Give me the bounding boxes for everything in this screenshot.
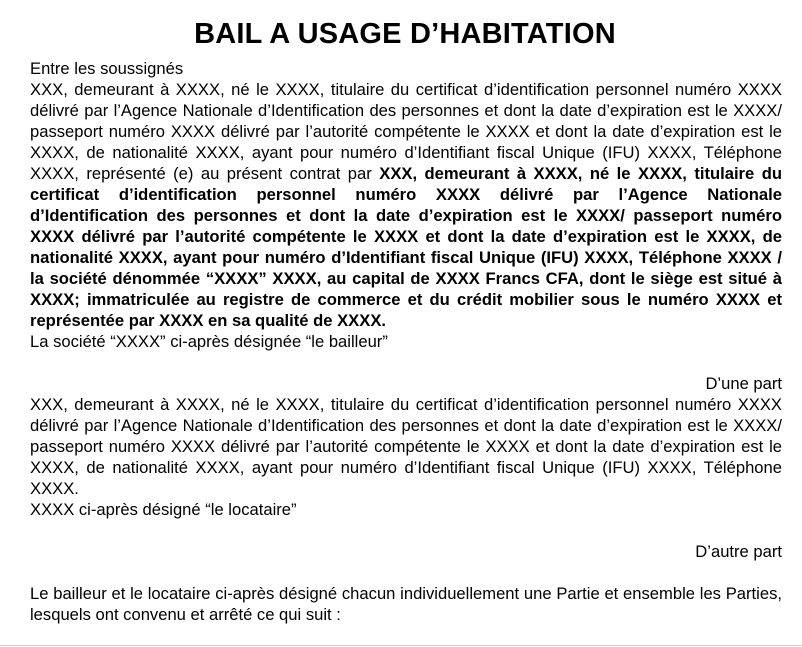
blank-line: [30, 352, 782, 373]
bailleur-representative: XXX, demeurant à XXXX, né le XXXX, titulaire du certificat d’identification personnel numéro XXXX délivré par l’Agence Nationale d’Identification des personnes et dont la date d’expiration est le XXXX/ passeport numéro XXXX délivré par l’autorité compétente le XXXX et dont la date d’expiration est le XXXX, de nationalité XXXX, ayant pour numéro d’Identifiant fiscal Unique (IFU) XXXX, Téléphone XXXX / la société dénommée “XXXX” XXXX, au capital de XXXX Francs CFA, dont le siège est situé à XXXX; immatriculée au registre de commerce et du crédit mobilier sous le numéro XXXX et représentée par XXXX en sa qualité de XXXX.: [30, 164, 782, 330]
locataire-designation: XXXX ci-après désigné “le locataire”: [30, 500, 297, 519]
conclusion-paragraph: Le bailleur et le locataire ci-après désigné chacun individuellement une Partie et ensemble les Parties, lesquels ont convenu et arrêté ce qui suit :: [30, 584, 782, 624]
document-title: BAIL A USAGE D’HABITATION: [194, 18, 616, 50]
blank-line: [30, 520, 782, 541]
part-one-label: D’une part: [705, 374, 782, 393]
part-two-label: D’autre part: [695, 542, 782, 561]
intro-line: Entre les soussignés: [30, 59, 184, 78]
blank-line: [30, 562, 782, 583]
bailleur-identity: XXX, demeurant à XXXX, né le XXXX, titulaire du certificat d’identification personnel numéro XXXX délivré par l’Agence Nationale d’Identification des personnes et dont la date d’expiration est le XXXX/ passeport numéro XXXX délivré par l’autorité compétente le XXXX et dont la date d’expiration est le XXXX, de nationalité XXXX, ayant pour numéro d’Identifiant fiscal Unique (IFU) XXXX, Téléphone XXXX, représenté (e) au présent contrat par: [30, 80, 782, 183]
locataire-paragraph: XXX, demeurant à XXXX, né le XXXX, titulaire du certificat d’identification personnel numéro XXXX délivré par l’Agence Nationale d’Identification des personnes et dont la date d’expiration est le XXXX/ passeport numéro XXXX délivré par l’autorité compétente le XXXX et dont la date d’expiration est le XXXX, de nationalité XXXX, ayant pour numéro d’Identifiant fiscal Unique (IFU) XXXX, Téléphone XXXX.: [30, 395, 782, 498]
bailleur-paragraph: [30, 79, 782, 331]
bailleur-designation: La société “XXXX” ci-après désignée “le bailleur”: [30, 332, 388, 351]
page-bottom-rule: [0, 645, 802, 646]
document-body: [30, 58, 782, 625]
